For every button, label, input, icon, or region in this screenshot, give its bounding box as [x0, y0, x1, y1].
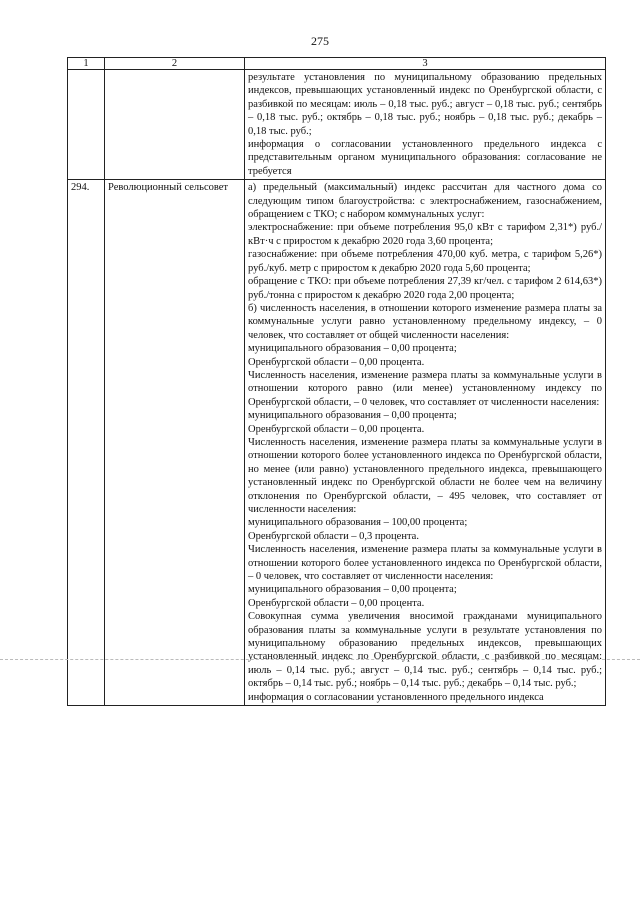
row-name-cell: Революционный сельсовет [105, 180, 245, 706]
table-header-row [68, 58, 606, 70]
paragraph: Оренбургской области – 0,00 процента. [248, 356, 425, 368]
table-row-continued [68, 70, 606, 180]
row-name-cell [105, 70, 245, 180]
header-col-2: 2 [105, 58, 245, 70]
paragraph: газоснабжение: при объеме потребления 470,00 куб. метра, с тарифом 5,26*) руб./куб. метр с приростом к декабрю 2020 года 5,60 процента; [248, 249, 602, 274]
paragraph: Оренбургской области – 0,00 процента. [248, 423, 425, 435]
paragraph: муниципального образования – 100,00 процента; [248, 517, 468, 529]
paragraph: Численность населения, изменение размера платы за коммунальные услуги в отношении которого равно (или менее) установленному индексу по Оренбургской области, – 0 человек, что составляет от численности населения: [248, 369, 602, 408]
paragraph: муниципального образования – 0,00 процента; [248, 410, 457, 422]
paragraph: Совокупная сумма увеличения вносимой гражданами муниципального образования платы за коммунальные услуги в результате установления по муниципальному образованию предельных индексов, превышающих установленный индекс по Оренбургской области, с разбивкой по месяцам: июль – 0,14 тыс. руб.; август – 0,14 тыс. руб.; сентябрь – 0,14 тыс. руб.; октябрь – 0,14 тыс. руб.; ноябрь – 0,14 тыс. руб.; декабрь – 0,14 тыс. руб.; [248, 611, 602, 690]
paragraph: электроснабжение: при объеме потребления 95,0 кВт с тарифом 2,31*) руб./кВт·ч с приростом к декабрю 2020 года 3,60 процента; [248, 222, 602, 247]
paragraph: Численность населения, изменение размера платы за коммунальные услуги в отношении которого более установленного индекса по Оренбургской области, но менее (или равно) установленного предельного индекса, превышающего установленный индекс по Оренбургской области не более чем на величину отклонения по Оренбургской области, – 495 человек, что составляет от численности населения: [248, 436, 602, 515]
paragraph: б) численность населения, в отношении которого изменение размера платы за коммунальные услуги равно установленному предельному индексу, – 0 человек, что составляет от общей численности населения: [248, 302, 602, 341]
paragraph: Численность населения, изменение размера платы за коммунальные услуги в отношении которого более установленного индекса по Оренбургской области, – 0 человек, что составляет от численности населения: [248, 544, 602, 583]
paragraph: результате установления по муниципальному образованию предельных индексов, превышающих установленный индекс по Оренбургской области, с разбивкой по месяцам: июль – 0,18 тыс. руб.; август – 0,18 тыс. руб.; сентябрь – 0,18 тыс. руб.; октябрь – 0,18 тыс. руб.; ноябрь – 0,18 тыс. руб.; декабрь – 0,18 тыс. руб.; [248, 72, 602, 137]
paragraph: информация о согласовании установленного предельного индекса [248, 691, 544, 703]
paragraph: муниципального образования – 0,00 процента; [248, 343, 457, 355]
row-text-cell [245, 70, 606, 180]
paragraph: муниципального образования – 0,00 процента; [248, 584, 457, 596]
paragraph: обращение с ТКО: при объеме потребления 27,39 кг/чел. с тарифом 2 614,63*) руб./тонна с приростом к декабрю 2020 года 2,00 процента; [248, 276, 602, 301]
paragraph: информация о согласовании установленного предельного индекса с представительным органом муниципального образования: согласование не требуется [248, 139, 602, 177]
paragraph: Оренбургской области – 0,00 процента. [248, 597, 425, 609]
table-row-294 [68, 180, 606, 706]
row-number-cell [68, 70, 105, 180]
header-col-1: 1 [68, 58, 105, 70]
header-col-3: 3 [245, 58, 606, 70]
paragraph: Оренбургской области – 0,3 процента. [248, 530, 419, 542]
page-number: 275 [311, 34, 329, 48]
row-number-cell: 294. [68, 180, 105, 706]
paragraph: а) предельный (максимальный) индекс рассчитан для частного дома со следующим типом благоустройства: с электроснабжением, газоснабжением, обращением с ТКО; с набором коммунальных услуг: [248, 182, 602, 221]
regions-table [67, 57, 606, 706]
row-text-cell [245, 180, 606, 706]
scan-artifact-line [0, 659, 640, 660]
